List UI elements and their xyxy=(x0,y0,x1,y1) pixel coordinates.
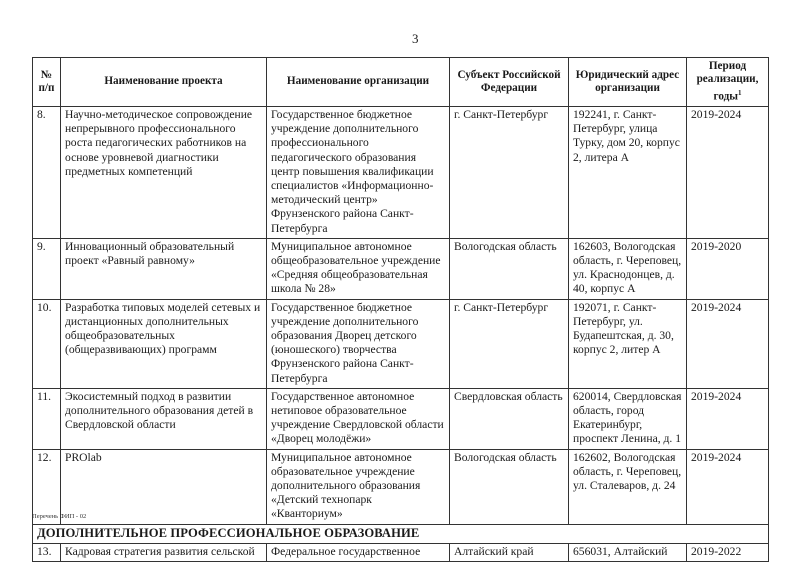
cell-project: PROlab xyxy=(61,449,267,524)
table-header-row xyxy=(33,58,769,107)
cell-period: 2019-2020 xyxy=(687,238,769,299)
header-address: Юридический адрес организации xyxy=(569,58,687,107)
header-period xyxy=(687,58,769,107)
cell-period: 2019-2024 xyxy=(687,449,769,524)
table-row xyxy=(33,106,769,238)
header-organization: Наименование организации xyxy=(267,58,450,107)
cell-subject: Алтайский край xyxy=(450,543,569,561)
cell-num: 10. xyxy=(33,299,61,388)
footer-note: Перечень ФИП - 02 xyxy=(32,513,87,520)
cell-organization: Государственное бюджетное учреждение дополнительного профессионального педагогического образования центр повышения квалификации специалистов «Информационно-методический центр» Фрунзенского района Санкт-Петербурга xyxy=(267,106,450,238)
cell-num: 12. xyxy=(33,449,61,524)
section-title: ДОПОЛНИТЕЛЬНОЕ ПРОФЕССИОНАЛЬНОЕ ОБРАЗОВАНИЕ xyxy=(33,524,769,543)
cell-organization: Федеральное государственное xyxy=(267,543,450,561)
cell-address: 162602, Вологодская область, г. Череповец, ул. Сталеваров, д. 24 xyxy=(569,449,687,524)
table-row xyxy=(33,238,769,299)
cell-project: Разработка типовых моделей сетевых и дистанционных дополнительных общеобразовательных (общеразвивающих) программ xyxy=(61,299,267,388)
section-header-row xyxy=(33,524,769,543)
cell-subject: г. Санкт-Петербург xyxy=(450,299,569,388)
header-period-label: Период реализации, годы xyxy=(696,60,759,103)
cell-period: 2019-2022 xyxy=(687,543,769,561)
header-subject: Субъект Российской Федерации xyxy=(450,58,569,107)
footnote-marker: 1 xyxy=(737,88,742,97)
cell-project: Кадровая стратегия развития сельской xyxy=(61,543,267,561)
cell-organization: Муниципальное автономное общеобразовательное учреждение «Средняя общеобразовательная школа № 28» xyxy=(267,238,450,299)
cell-subject: Вологодская область xyxy=(450,238,569,299)
header-num: № п/п xyxy=(33,58,61,107)
cell-num: 13. xyxy=(33,543,61,561)
cell-address: 620014, Свердловская область, город Екатеринбург, проспект Ленина, д. 1 xyxy=(569,388,687,449)
cell-period: 2019-2024 xyxy=(687,299,769,388)
cell-organization: Государственное автономное нетиповое образовательное учреждение Свердловской области «Дворец молодёжи» xyxy=(267,388,450,449)
cell-num: 9. xyxy=(33,238,61,299)
cell-project: Научно-методическое сопровождение непрерывного профессионального роста педагогических работников на основе уровневой диагностики предметных компетенций xyxy=(61,106,267,238)
cell-subject: г. Санкт-Петербург xyxy=(450,106,569,238)
table-row xyxy=(33,388,769,449)
cell-organization: Государственное бюджетное учреждение дополнительного образования Дворец детского (юношеского) творчества Фрунзенского района Санкт-Петербурга xyxy=(267,299,450,388)
cell-address: 192241, г. Санкт-Петербург, улица Турку, дом 20, корпус 2, литера А xyxy=(569,106,687,238)
cell-subject: Вологодская область xyxy=(450,449,569,524)
header-project: Наименование проекта xyxy=(61,58,267,107)
cell-project: Экосистемный подход в развитии дополнительного образования детей в Свердловской области xyxy=(61,388,267,449)
table-row xyxy=(33,299,769,388)
cell-subject: Свердловская область xyxy=(450,388,569,449)
cell-address: 162603, Вологодская область, г. Череповец, ул. Краснодонцев, д. 40, корпус А xyxy=(569,238,687,299)
cell-num: 11. xyxy=(33,388,61,449)
cell-address: 192071, г. Санкт-Петербург, ул. Будапештская, д. 30, корпус 2, литер А xyxy=(569,299,687,388)
page-number: 3 xyxy=(412,31,419,46)
table-row xyxy=(33,543,769,561)
cell-period: 2019-2024 xyxy=(687,388,769,449)
cell-address: 656031, Алтайский xyxy=(569,543,687,561)
cell-organization: Муниципальное автономное образовательное учреждение дополнительного образования «Детский технопарк «Кванториум» xyxy=(267,449,450,524)
cell-project: Инновационный образовательный проект «Равный равному» xyxy=(61,238,267,299)
cell-period: 2019-2024 xyxy=(687,106,769,238)
table-row xyxy=(33,449,769,524)
cell-num: 8. xyxy=(33,106,61,238)
projects-table xyxy=(32,57,769,562)
